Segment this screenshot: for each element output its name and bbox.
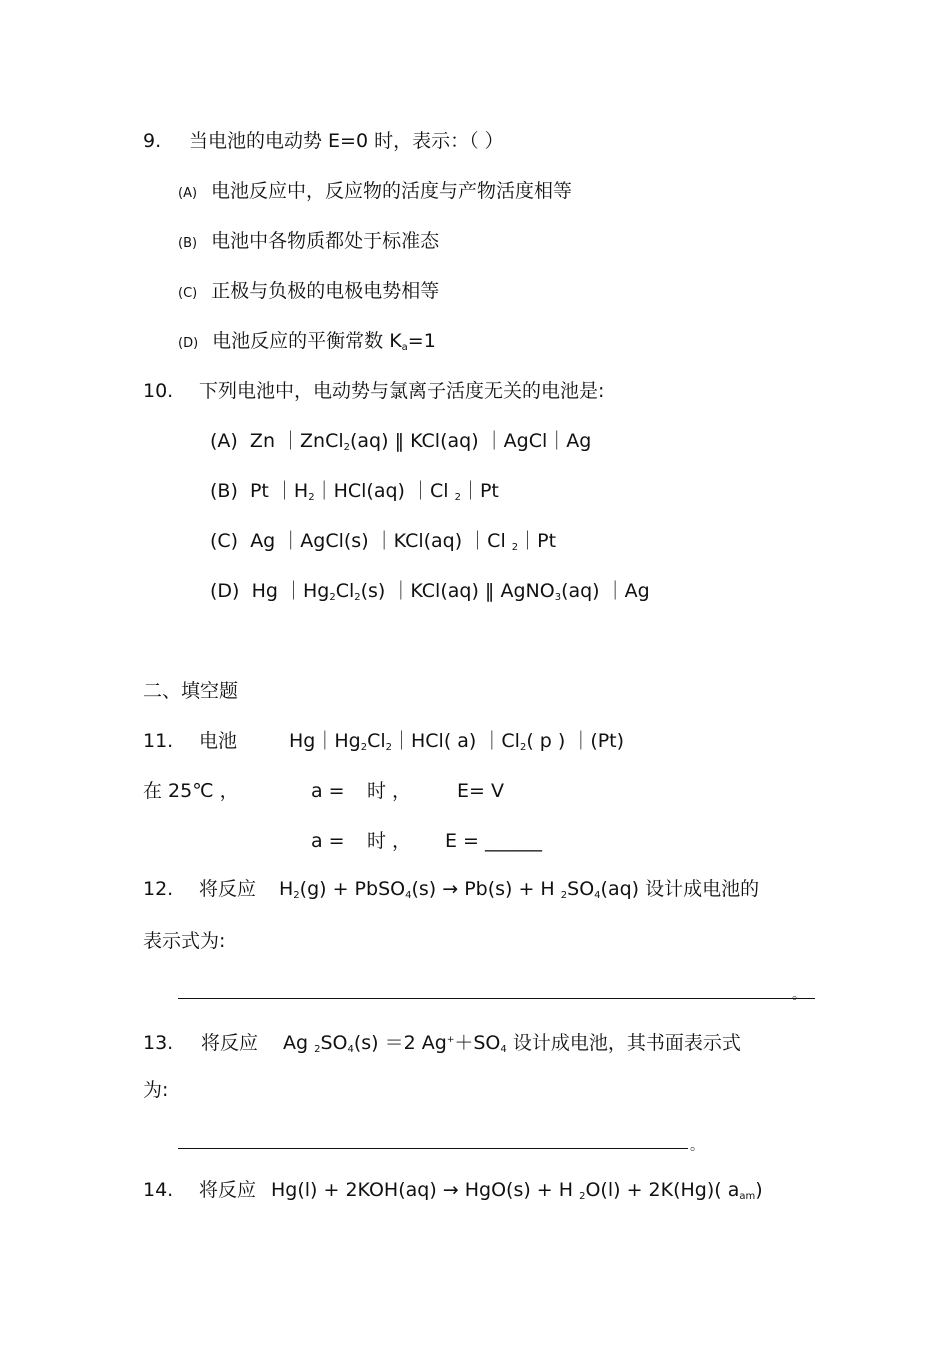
- cell-text: ｜Pt: [460, 480, 499, 502]
- reaction-text: (aq) 设计成电池的: [600, 878, 760, 900]
- cell-text: ｜HCl( a) ｜Cl: [392, 730, 520, 752]
- question-label: 将反应: [201, 1032, 259, 1054]
- reaction-text: SO: [320, 1032, 348, 1054]
- question-label: 将反应: [199, 1179, 257, 1201]
- subscript: am: [739, 1191, 756, 1202]
- question-number: 12.: [143, 878, 174, 900]
- question-number: 9.: [143, 130, 162, 152]
- option-text-tail: =1: [407, 330, 436, 352]
- question-number: 13.: [143, 1032, 174, 1054]
- q9-line: [143, 128, 504, 154]
- q9-option-b: [178, 228, 439, 257]
- reaction-text: (g) + PbSO: [299, 878, 406, 900]
- subscript: 2: [385, 742, 392, 753]
- option-tag: (B): [210, 480, 238, 502]
- reaction-text: (s) ＝2 Ag: [353, 1032, 447, 1054]
- reaction-text: Hg(l) + 2KOH(aq) → HgO(s) + H: [271, 1179, 580, 1201]
- cell-text: Cl: [335, 580, 355, 602]
- subscript: 2: [454, 492, 461, 503]
- subscript: a: [401, 342, 408, 353]
- cell-text: Zn ｜ZnCl: [249, 430, 344, 452]
- cell-text: (aq) ‖ KCl(aq) ｜AgCl｜Ag: [350, 430, 592, 452]
- question-stem: 下列电池中，电动势与氯离子活度无关的电池是:: [199, 380, 605, 402]
- question-number: 10.: [143, 380, 174, 402]
- cell-text: Hg｜Hg: [289, 730, 361, 752]
- q12-line2: 表示式为:: [143, 930, 226, 952]
- answer-blank-line[interactable]: [178, 998, 815, 999]
- condition-text: 在 25℃ ，: [143, 780, 239, 802]
- option-tag: (D): [210, 580, 240, 602]
- reaction-text: Ag: [283, 1032, 315, 1054]
- q11-line: [143, 728, 624, 761]
- subscript: 2: [314, 1044, 321, 1055]
- superscript: +: [446, 1035, 455, 1045]
- cell-text: ｜Pt: [518, 530, 557, 552]
- reaction-text: 设计成电池，其书面表示式: [506, 1032, 741, 1054]
- question-stem: 当电池的电动势 E=0 时，表示：（ ）: [189, 130, 504, 152]
- option-tag: (C): [210, 530, 239, 552]
- subscript: 2: [293, 890, 300, 901]
- q10-line: [143, 378, 604, 404]
- reaction-text: H: [279, 878, 294, 900]
- cell-text: Ag ｜AgCl(s) ｜KCl(aq) ｜Cl: [250, 530, 512, 552]
- q13-line2: 为:: [143, 1079, 169, 1101]
- subscript: 2: [511, 542, 519, 553]
- option-tag: (B): [178, 236, 198, 251]
- q9-option-a: [178, 178, 572, 207]
- activity-label: a =: [311, 830, 345, 852]
- cell-text: Cl: [367, 730, 386, 752]
- question-label: 将反应: [199, 878, 257, 900]
- answer-blank-line[interactable]: [178, 1148, 688, 1149]
- subscript: 4: [500, 1044, 507, 1055]
- q10-option-b: [210, 478, 499, 511]
- activity-label: a =: [311, 780, 345, 802]
- subscript: 2: [519, 742, 527, 753]
- emf-blank[interactable]: E = ______: [445, 830, 543, 852]
- reaction-text: (s) → Pb(s) + H: [411, 878, 561, 900]
- reaction-text: ): [755, 1179, 763, 1201]
- subscript: 4: [405, 890, 412, 901]
- condition-text: 时 ，: [367, 830, 412, 852]
- cell-text: Hg ｜Hg: [251, 580, 330, 602]
- subscript: 2: [579, 1191, 586, 1202]
- option-text: 电池反应中，反应物的活度与产物活度相等: [211, 180, 573, 202]
- q9-option-d: [178, 328, 436, 361]
- question-number: 14.: [143, 1179, 174, 1201]
- subscript: 2: [343, 442, 350, 453]
- q10-option-d: [210, 578, 650, 611]
- subscript: 4: [347, 1044, 354, 1055]
- q10-option-a: [210, 428, 591, 461]
- cell-text: ( p ) ｜(Pt): [526, 730, 625, 752]
- option-tag: (C): [178, 286, 198, 301]
- cell-text: (aq) ｜Ag: [561, 580, 650, 602]
- subscript: 3: [554, 592, 562, 603]
- subscript: 2: [308, 492, 315, 503]
- emf-label: E= V: [457, 780, 504, 802]
- reaction-text: ＋SO: [454, 1032, 501, 1054]
- period-mark: 。: [792, 987, 806, 1003]
- cell-text: ｜HCl(aq) ｜Cl: [314, 480, 455, 502]
- period-mark: 。: [690, 1138, 704, 1154]
- option-tag: (A): [210, 430, 238, 452]
- option-text: 正极与负极的电极电势相等: [211, 280, 440, 302]
- cell-text: (s) ｜KCl(aq) ‖ AgNO: [360, 580, 555, 602]
- subscript: 2: [360, 742, 368, 753]
- question-label: 电池: [199, 730, 238, 752]
- q10-option-c: [210, 528, 556, 561]
- question-number: 11.: [143, 730, 174, 752]
- q12-line: [143, 876, 759, 909]
- option-tag: (A): [178, 186, 198, 201]
- q11-line3: [311, 828, 542, 854]
- option-tag: (D): [178, 336, 199, 351]
- section-heading: 二、填空题: [143, 680, 239, 702]
- condition-text: 时 ，: [367, 780, 412, 802]
- q9-option-c: [178, 278, 439, 307]
- subscript: 2: [354, 592, 361, 603]
- option-text: 电池中各物质都处于标准态: [211, 230, 440, 252]
- q13-line: [143, 1027, 741, 1063]
- subscript: 2: [329, 592, 336, 603]
- option-text: 电池反应的平衡常数 K: [212, 330, 402, 352]
- q14-line: [143, 1177, 763, 1210]
- q11-line2: [143, 778, 504, 804]
- subscript: 4: [594, 890, 601, 901]
- reaction-text: O(l) + 2K(Hg)( a: [585, 1179, 740, 1201]
- subscript: 2: [560, 890, 568, 901]
- cell-text: Pt ｜H: [249, 480, 309, 502]
- reaction-text: SO: [567, 878, 595, 900]
